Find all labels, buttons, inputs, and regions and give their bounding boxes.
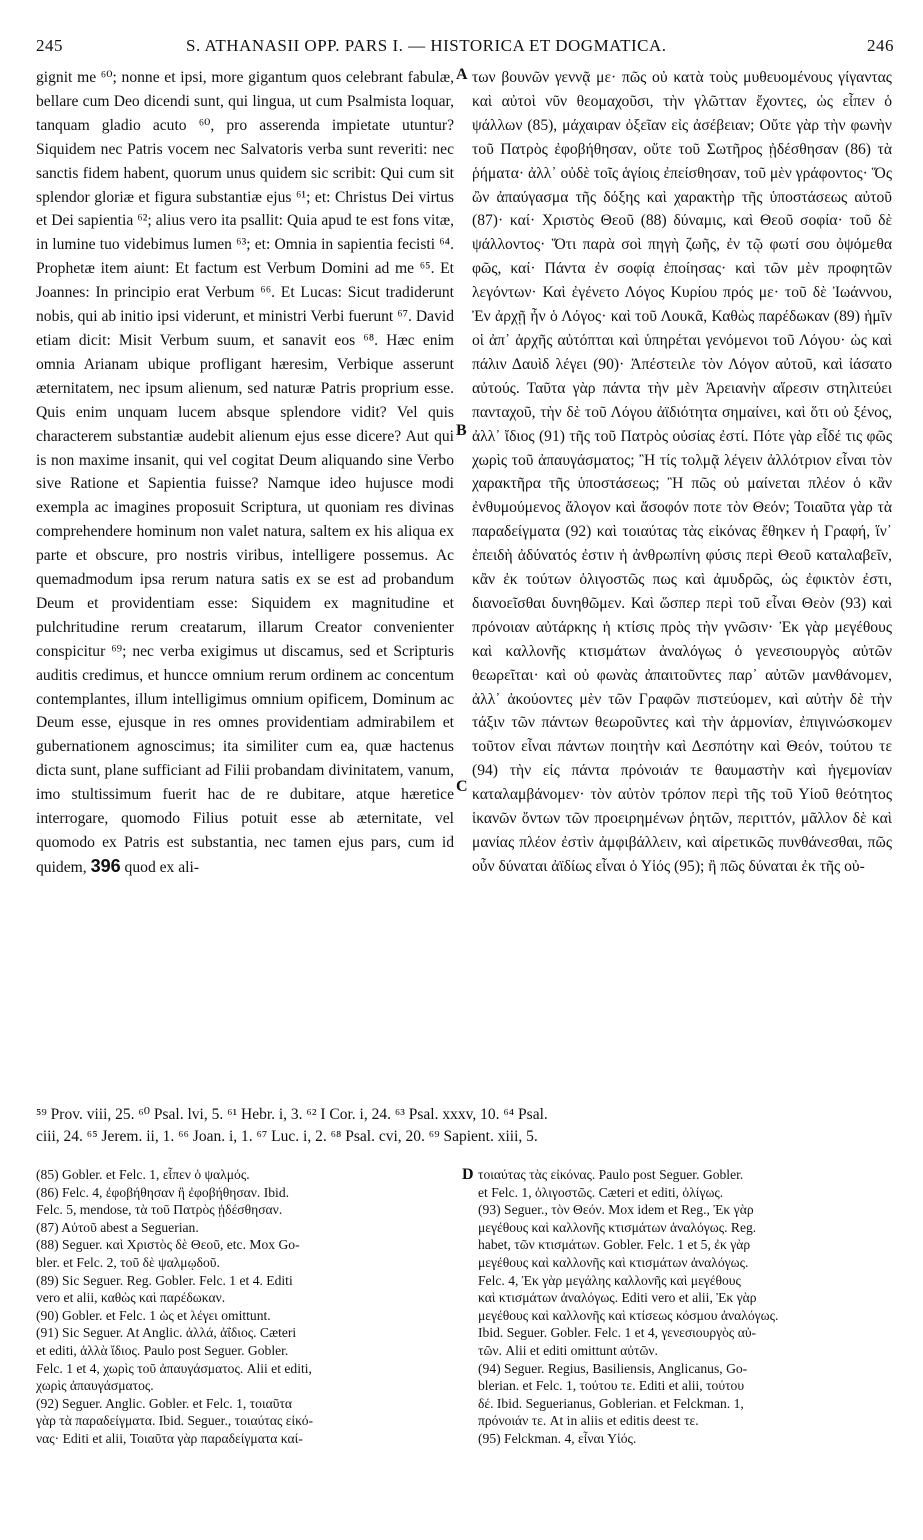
note-line: et editi, ἀλλὰ ἴδιος. Paulo post Seguer. Gobler.: [36, 1342, 289, 1358]
note-line: habet, τῶν κτισμάτων. Gobler. Felc. 1 et 5, ἐκ γὰρ: [478, 1237, 751, 1253]
scripture-ref-line: ⁵⁹ Prov. viii, 25. ⁶⁰ Psal. lvi, 5. ⁶¹ Hebr. i, 3. ⁶² I Cor. i, 24. ⁶³ Psal. xxxv, 10. ⁶⁴ Psal.: [36, 1106, 548, 1123]
note-line: vero et alii, καθὼς καὶ παρέδωκαν.: [36, 1290, 226, 1306]
scripture-references: [36, 1104, 894, 1148]
note-line: γὰρ τὰ παραδείγματα. Ibid. Seguer., τοιαύτας εἰκό-: [36, 1413, 314, 1429]
note-line: bler. et Felc. 2, τοῦ δὲ ψαλμῳδοῦ.: [36, 1254, 220, 1270]
latin-text-end: quod ex ali-: [124, 858, 200, 876]
note-line: νας· Editi et alii, Τοιαῦτα γὰρ παραδείγματα καί-: [36, 1430, 303, 1446]
page-number-left: 245: [36, 36, 63, 55]
note-line: δέ. Ibid. Seguerianus, Goblerian. et Felckman. 1,: [478, 1395, 744, 1411]
note-line: et Felc. 1, ὀλιγοστῶς. Cæteri et editi, ὀλίγως.: [478, 1184, 724, 1200]
notes-left-column: [36, 1166, 448, 1448]
page-number-right: 246: [867, 36, 894, 55]
note-line: Felc. 5, mendose, τὰ τοῦ Πατρὸς ᾐδέσθησαν.: [36, 1202, 283, 1218]
note-line: Ibid. Seguer. Gobler. Felc. 1 et 4, γενεσιουργὸς αὐ-: [478, 1325, 757, 1341]
note-line: Felc. 1 et 4, χωρὶς τοῦ ἀπαυγάσματος. Alii et editi,: [36, 1360, 312, 1376]
greek-text: των βουνῶν γεννᾷ με· πῶς οὐ κατὰ τοὺς μυθευομένους γίγαντας καὶ αὐτοὶ νῦν θεομαχοῦσι, τὴν γλῶτταν ἔχοντες, ὡς εἶπεν ὁ ψάλλων (85), μάχαιραν ὀξεῖαν εἰς ἀσέβειαν; Οὔτε γὰρ τὴν φωνὴν τοῦ Πατρὸς ἐφοβήθησαν, οὔτε τοῦ Σωτῆρος ᾐδέσθησαν (86) τὰ ῥήματα· ἀλλ᾽ οὐδὲ τοῖς ἁγίοις ἐπείσθησαν, τοῦ μὲν γράφοντος· Ὅς ὢν ἀπαύγασμα τῆς δόξης καὶ χαρακτὴρ τῆς ὑποστάσεως αὐτοῦ (87)· καί· Χριστὸς Θεοῦ (88) δύναμις, καὶ Θεοῦ σοφία· τοῦ δὲ ψάλλοντος· Ὅτι παρὰ σοὶ πηγὴ ζωῆς, ἐν τῷ φωτί σου ὀψόμεθα φῶς, καί· Πάντα ἐν σοφίᾳ ἐποίησας· καὶ τῶν μὲν προφητῶν λεγόντων· Καὶ ἐγένετο Λόγος Κυρίου πρός με· τοῦ δὲ Ἰωάννου, Ἐν ἀρχῇ ἦν ὁ Λόγος· καὶ τοῦ Λουκᾶ, Καθὼς παρέδωκαν (89) ἡμῖν οἱ ἀπ᾽ ἀρχῆς αὐτόπται καὶ ὑπηρέται γενόμενοι τοῦ Λόγου· ὡς καὶ πάλιν Δαυὶδ λέγει (90)· Ἀπέστειλε τὸν Λόγον αὐτοῦ, καὶ ἰάσατο αὐτούς. Ταῦτα γὰρ πάντα τὴν μὲν Ἀρειανὴν αἵρεσιν στηλιτεύει πανταχοῦ, τὴν δὲ τοῦ Λόγου ἀϊδιότητα σημαίνει, καὶ ὅτι οὐ ξένος, ἀλλ᾽ ἴδιος (91) τῆς τοῦ Πατρὸς οὐσίας ἐστί. Πότε γὰρ εἶδέ τις φῶς χωρὶς τοῦ ἀπαυγάσματος; Ἢ τίς τολμᾷ λέγειν ἀλλότριον εἶναι τὸν χαρακτῆρα τῆς ὑποστάσεως; Ἢ πῶς οὐ μαίνεται πλέον ὁ κἂν ἐνθυμούμενος ἄλογον καὶ ἄσοφόν ποτε τὸν Θεόν; Τοιαῦτα γὰρ τὰ παραδείγματα (92) καὶ τοιαύτας τὰς εἰκόνας ἔθηκεν ἡ Γραφή, ἵν᾽ ἐπειδὴ ἀδύνατός ἐστιν ἡ ἀνθρωπίνη φύσις περὶ Θεοῦ καταλαβεῖν, κἂν ἐκ τούτων ὀλιγοστῶς πως καὶ ἀμυδρῶς, ὡς ἐφικτὸν ἐστι, διανοεῖσθαι δυνηθῶμεν. Καὶ ὥσπερ περὶ τοῦ εἶναι Θεὸν (93) καὶ πρόνοιαν αὐτάρκης ἡ κτίσις πρὸς τὴν γνῶσιν· Ἐκ γὰρ μεγέθους καὶ καλλονῆς κτισμάτων ἀναλόγως ὁ γενεσιουργὸς αὐτῶν θεωρεῖται· καὶ οὐ φωνὰς ἀπαιτοῦντες παρ᾽ αὐτῶν μανθάνομεν, ἀλλ᾽ ἀκούοντες μὲν τῶν Γραφῶν πιστεύομεν, καὶ αὐτὴν δὲ τὴν τάξιν τῶν πάντων θεωροῦντες καὶ τὴν ἁρμονίαν, ἐπιγινώσκομεν τοῦτον εἶναι πάντων ποιητὴν καὶ Δεσπότην καὶ Θεόν, τούτου τε (94) τὴν εἰς πάντα πρόνοιάν τε θαυμαστὴν καὶ ἡγεμονίαν καταλαμβάνομεν· τὸν αὐτὸν τρόπον περὶ τῆς τοῦ Υἱοῦ θεότητος ἱκανῶν ὄντων τῶν προειρημένων ῥητῶν, περιττόν, μᾶλλον δὲ καὶ μανίας πλέον ἐστὶν ἀμφιβάλλειν, καὶ αἱρετικῶς πυνθάνεσθαι, πῶς οὖν δύναται ἀϊδίως εἶναι ὁ Υἱός (95); ἢ πῶς δύναται ἐκ τῆς οὐ-: [472, 69, 892, 875]
note-line: (86) Felc. 4, ἐφοβήθησαν ἢ ἐφοβήθησαν. Ibid.: [36, 1184, 290, 1200]
note-line: πρόνοιάν τε. At in aliis et editis deest τε.: [478, 1413, 699, 1429]
note-line: (85) Gobler. et Felc. 1, εἶπεν ὁ ψαλμός.: [36, 1167, 250, 1182]
margin-letter-a: A: [456, 66, 468, 83]
latin-text: [36, 66, 454, 880]
margin-letter-b: B: [456, 422, 467, 439]
note-line: τῶν. Alii et editi omittunt αὐτῶν.: [478, 1342, 658, 1358]
note-line: χωρὶς ἀπαυγάσματος.: [36, 1378, 154, 1394]
note-line: καὶ κτισμάτων ἀναλόγως. Editi vero et alii, Ἐκ γὰρ: [478, 1290, 757, 1306]
margin-letter-d: D: [462, 1166, 474, 1183]
page-header: [36, 36, 894, 58]
note-line: μεγέθους καὶ καλλονῆς καὶ κτισμάτων ἀναλόγως.: [478, 1254, 749, 1270]
note-line: (94) Seguer. Regius, Basiliensis, Anglicanus, Go-: [478, 1360, 748, 1376]
note-line: Felc. 4, Ἐκ γὰρ μεγάλης καλλονῆς καὶ μεγέθους: [478, 1272, 741, 1288]
note-line: (89) Sic Seguer. Reg. Gobler. Felc. 1 et 4. Editi: [36, 1272, 293, 1288]
latin-text-body: gignit me ⁶⁰; nonne et ipsi, more gigantum quos celebrant fabulæ, bellare cum Deo dicendi sunt, qui lingua, ut cum Psalmista loquar, tanquam gladio acuto ⁶⁰, pro asserenda impietate utuntur? Siquidem nec Patris vocem nec Salvatoris verba sunt reveriti: nec sanctis fidem habent, quorum unus quidem sic scribit: Qui cum sit splendor gloriæ et figura substantiæ ejus ⁶¹; et: Christus Dei virtus et Dei sapientia ⁶²; alius vero ita psallit: Quia apud te est fons vitæ, in lumine tuo videbimus lumen ⁶³; et: Omnia in sapientia fecisti ⁶⁴. Prophetæ item aiunt: Et factum est Verbum Domini ad me ⁶⁵. Et Joannes: In principio erat Verbum ⁶⁶. Et Lucas: Sicut tradiderunt nobis, qui ab initio ipsi viderunt, et ministri Verbi fuerunt ⁶⁷. David etiam dicit: Misit Verbum suum, et sanavit eos ⁶⁸. Hæc enim omnia Arianam ubique profligant hæresim, Verbique asserunt æternitatem, nec ipsum alienum, sed naturæ Patris proprium esse. Quis enim unquam lucem absque splendore vidit? Vel quis characterem substantiæ audebit alienum ejus esse dicere? Aut qui is non maxime insanit, qui vel cogitat Deum aliquando sine Verbo sive Ratione et Sapientia fuisse? Namque ideo hujusce modi exempla ac imagines proposuit Scriptura, ut quoniam res divinas comprehendere hominum non valet natura, saltem ex his aliqua ex parte et obscure, pro nostris viribus, intelligere possemus. Ac quemadmodum ipsa rerum natura satis ex se est ad probandum Deum et providentiam esse: Siquidem ex magnitudine et pulchritudine rerum creatarum, illarum Creator convenienter conspicitur ⁶⁹; nec verba exigimus ut discamus, sed et Scripturis auditis credimus, et huncce omnium rerum ordinem ac concentum contemplantes, illum intelligimus omnium opificem, Dominum ac Deum esse, ejusque in res omnes providentiam admirabilem et gubernationem agnoscimus; ita similiter cum ea, quæ hactenus dicta sunt, plane sufficiant ad Filii probandam divinitatem, vanum, imo stultissimum fuerit hac de re dubitare, atque hæretice interrogare, quomodo Filius potuit esse ab æternitate, vel quomodo ex Patris est substantia, nec tamen ejus pars, cum id quidem,: [36, 69, 454, 876]
latin-column: [36, 66, 454, 880]
note-line: (91) Sic Seguer. At Anglic. ἀλλά, ἀΐδιος. Cæteri: [36, 1325, 297, 1341]
note-line: (88) Seguer. καὶ Χριστὸς δὲ Θεοῦ, etc. Mox Go-: [36, 1237, 300, 1253]
notes-right-column: [478, 1166, 892, 1448]
greek-column: [472, 66, 892, 879]
note-line: (93) Seguer., τὸν Θεόν. Mox idem et Reg., Ἐκ γὰρ: [478, 1202, 754, 1218]
note-line: (90) Gobler. et Felc. 1 ὡς et λέγει omittunt.: [36, 1307, 271, 1323]
note-line: μεγέθους καὶ καλλονῆς καὶ κτίσεως κόσμου ἀναλόγως.: [478, 1307, 779, 1323]
note-line: (87) Αὐτοῦ abest a Seguerian.: [36, 1219, 199, 1235]
running-title: S. ATHANASII OPP. PARS I. — HISTORICA ET DOGMATICA.: [186, 36, 667, 55]
note-line: τοιαύτας τὰς εἰκόνας. Paulo post Seguer. Gobler.: [478, 1167, 744, 1182]
margin-letter-c: C: [456, 778, 468, 795]
note-line: (95) Felckman. 4, εἶναι Υἱός.: [478, 1430, 637, 1446]
note-line: (92) Seguer. Anglic. Gobler. et Felc. 1, τοιαῦτα: [36, 1395, 293, 1411]
note-line: μεγέθους καὶ καλλονῆς κτισμάτων ἀναλόγως. Reg.: [478, 1219, 757, 1235]
note-line: blerian. et Felc. 1, τούτου τε. Editi et alii, τούτου: [478, 1378, 745, 1394]
page-mark: 396: [90, 855, 121, 876]
scripture-ref-line: ciii, 24. ⁶⁵ Jerem. ii, 1. ⁶⁶ Joan. i, 1. ⁶⁷ Luc. i, 2. ⁶⁸ Psal. cvi, 20. ⁶⁹ Sapient. xiii, 5.: [36, 1128, 538, 1145]
